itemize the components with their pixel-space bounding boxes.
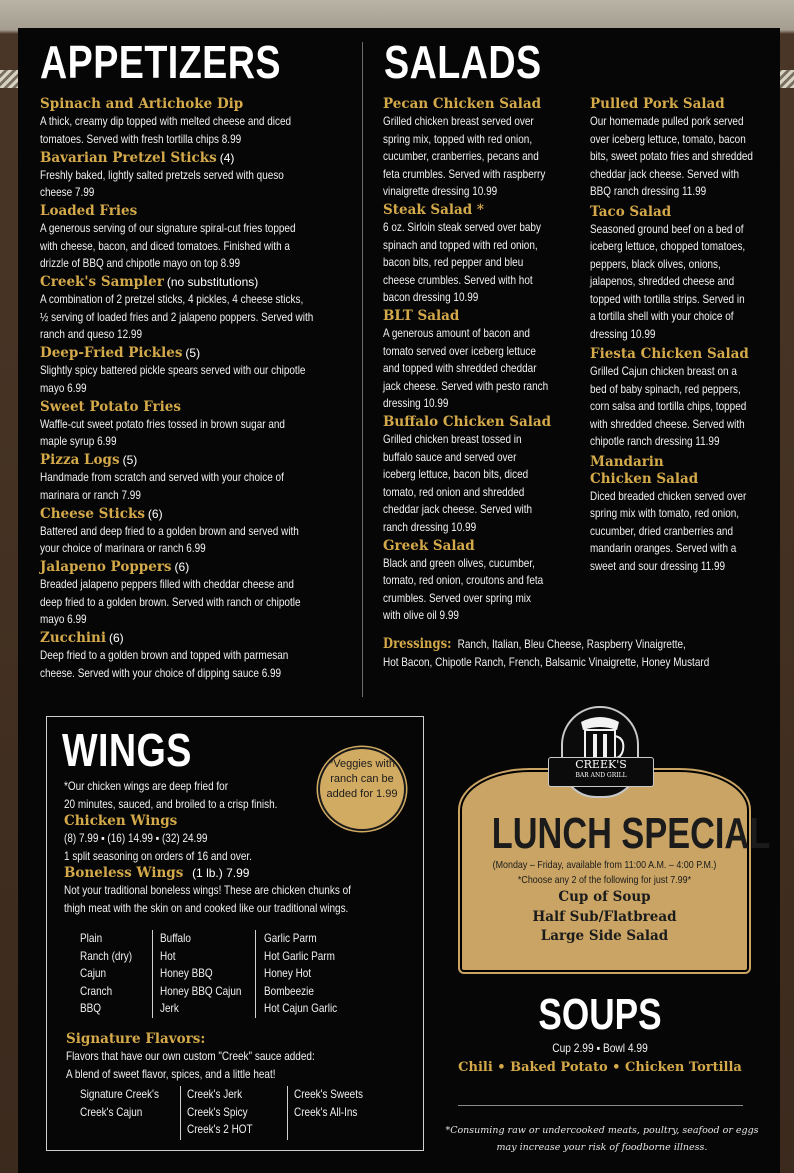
signature-line-2: A blend of sweet flavor, spices, and a little heat! xyxy=(66,1067,276,1081)
badge-line2: ranch can be xyxy=(330,773,394,785)
soups-list: Chili • Baked Potato • Chicken Tortilla xyxy=(458,1060,742,1075)
menu-item-description: cucumber, cranberries, pecans and xyxy=(383,150,539,163)
menu-item-description: feta crumbles. Served with raspberry xyxy=(383,167,546,181)
flavor-name: Cranch xyxy=(80,984,113,998)
menu-item-name xyxy=(40,345,350,362)
flavor-name: Creek's 2 HOT xyxy=(187,1123,253,1136)
flavor-name: Creek's All-Ins xyxy=(294,1105,358,1119)
lunch-option-2: Half Sub/Flatbread xyxy=(532,908,677,925)
menu-item-name xyxy=(383,538,573,555)
disclaimer-line-2: may increase your risk of foodborne illness. xyxy=(496,1142,708,1153)
flavor-name: Creek's Sweets xyxy=(294,1088,363,1101)
menu-item-description: tomato served over iceberg lettuce xyxy=(383,344,536,358)
menu-item-title: Greek Salad xyxy=(383,537,475,554)
wings-intro-1: *Our chicken wings are deep fried for xyxy=(64,780,229,793)
flavor-name: Honey Hot xyxy=(264,967,312,980)
menu-item-title: Pulled Pork Salad xyxy=(590,96,725,112)
lunch-hours: (Monday – Friday, available from 11:00 A.M. – 4:00 P.M.) xyxy=(492,859,717,871)
menu-item-description: cheese 7.99 xyxy=(40,186,95,199)
menu-item-description: with olive oil 9.99 xyxy=(383,609,459,622)
flavors-col-1 xyxy=(80,930,132,1018)
flavors-col-2 xyxy=(160,930,241,1018)
logo-banner xyxy=(548,757,654,787)
menu-item-description: iceberg lettuce, chopped tomatoes, xyxy=(590,240,746,253)
logo-line-1: CREEK'S xyxy=(575,758,627,771)
menu-item-description: over iceberg lettuce, tomato, bacon xyxy=(590,132,746,146)
dressings-label: Dressings: xyxy=(383,636,452,652)
signature-divider-1 xyxy=(180,1086,181,1140)
menu-item-description: mandarin oranges. Served with a xyxy=(590,542,737,555)
flavor-name: Buffalo xyxy=(160,932,191,945)
menu-item-name xyxy=(383,202,573,219)
menu-item-count: (no substitutions) xyxy=(166,275,259,289)
flavors-col-3 xyxy=(264,930,337,1018)
menu-item-count: (5) xyxy=(122,453,138,467)
menu-item xyxy=(383,538,573,625)
menu-item-description: Seasoned ground beef on a bed of xyxy=(590,222,744,236)
signature-label: Signature Flavors: xyxy=(66,1031,206,1047)
menu-item-description: BBQ ranch dressing 11.99 xyxy=(590,185,707,198)
menu-item xyxy=(383,202,573,307)
menu-item-description: marinara or ranch 7.99 xyxy=(40,488,141,502)
menu-item-description: Waffle-cut sweet potato fries tossed in brown sugar and xyxy=(40,417,285,431)
menu-item xyxy=(40,345,350,397)
disclaimer xyxy=(445,1122,759,1156)
menu-item-description: drizzle of BBQ and chipotle mayo on top 8.99 xyxy=(40,257,241,270)
wings-intro-2: 20 minutes, sauced, and broiled to a crisp finish. xyxy=(64,797,278,811)
flavor-name: Hot xyxy=(160,949,176,963)
dressings xyxy=(383,636,773,671)
menu-item xyxy=(383,308,573,413)
flavor-name: Honey BBQ xyxy=(160,967,213,980)
flavor-name: Plain xyxy=(80,932,103,945)
menu-item-description: ranch and queso 12.99 xyxy=(40,328,143,341)
menu-item-count: (6) xyxy=(109,631,124,645)
menu-item xyxy=(40,506,350,558)
menu-item-name xyxy=(40,506,350,523)
boneless-line-1: Not your traditional boneless wings! These are chicken chunks of xyxy=(64,884,351,897)
menu-item-description: Deep fried to a golden brown and topped with parmesan xyxy=(40,649,289,662)
menu-item-name xyxy=(590,346,770,363)
flavor-name: Jerk xyxy=(160,1002,179,1015)
menu-item-title: Jalapeno Poppers xyxy=(40,559,172,575)
badge-line1: *Veggies with xyxy=(328,758,396,770)
menu-item xyxy=(40,630,350,682)
menu-item-description: dressing 10.99 xyxy=(383,397,449,410)
flavor-name: Creek's Spicy xyxy=(187,1105,248,1119)
chicken-wings-label: Chicken Wings xyxy=(64,813,178,829)
flavor-name: Cajun xyxy=(80,967,107,980)
signature-col-1 xyxy=(80,1086,159,1121)
salads-left-column xyxy=(383,96,573,626)
menu-item-description: Battered and deep fried to a golden brown and served with xyxy=(40,524,299,538)
menu-item-description: cheese. Served with your choice of dipping sauce 6.99 xyxy=(40,666,282,680)
menu-item-description: jalapenos, shredded cheese and xyxy=(590,275,735,288)
menu-item-description: cucumber, dried cranberries and xyxy=(590,524,733,538)
menu-item-title-line-2: Chicken Salad xyxy=(590,470,699,487)
menu-item-description: vinaigrette dressing 10.99 xyxy=(383,185,498,198)
menu-item-name xyxy=(590,204,770,221)
menu-item-name xyxy=(40,150,350,167)
flavor-name: Signature Creek's xyxy=(80,1088,159,1101)
column-divider xyxy=(362,42,363,697)
menu-item-description: crumbles. Served over spring mix xyxy=(383,591,531,605)
menu-item-description: A generous serving of our signature spiral-cut fries topped xyxy=(40,222,296,235)
menu-item-description: ½ serving of loaded fries and 2 jalapeno poppers. Served with xyxy=(40,310,314,324)
menu-item-title: Steak Salad * xyxy=(383,202,484,218)
menu-item-description: bed of baby spinach, red peppers, xyxy=(590,382,741,396)
menu-item xyxy=(590,96,770,201)
boneless-wings-label: Boneless Wings xyxy=(64,865,184,881)
flavor-name: BBQ xyxy=(80,1002,102,1015)
signature-col-3 xyxy=(294,1086,363,1121)
flavor-name: Bombeezie xyxy=(264,984,314,998)
lunch-choose: *Choose any 2 of the following for just 7.99* xyxy=(517,874,692,886)
menu-item-description: ranch dressing 10.99 xyxy=(383,520,477,534)
flavor-name: Creek's Cajun xyxy=(80,1105,143,1119)
menu-item-description: iceberg lettuce, bacon bits, diced xyxy=(383,468,529,481)
appetizers-list xyxy=(40,96,350,684)
menu-item-count: (6) xyxy=(147,506,163,521)
menu-item-description: Diced breaded chicken served over xyxy=(590,489,747,503)
menu-item-description: jack cheese. Served with pesto ranch xyxy=(383,379,549,393)
menu-item-description: Slightly spicy battered pickle spears served with our chipotle xyxy=(40,364,306,377)
menu-item-name xyxy=(40,630,350,647)
signature-divider-2 xyxy=(287,1086,288,1140)
menu-item-description: Grilled Cajun chicken breast on a xyxy=(590,365,737,378)
menu-item-description: Breaded jalapeno peppers filled with cheddar cheese and xyxy=(40,578,294,591)
menu-item-title: Deep-Fried Pickles xyxy=(40,345,183,361)
menu-item-description: sweet and sour dressing 11.99 xyxy=(590,559,726,573)
menu-item-description: mayo 6.99 xyxy=(40,381,87,395)
menu-item-description: buffalo sauce and served over xyxy=(383,450,517,464)
menu-item-title: Sweet Potato Fries xyxy=(40,398,181,415)
lunch-option-1: Cup of Soup xyxy=(558,889,651,905)
salads-right-column xyxy=(590,96,770,578)
badge-line3: added for 1.99 xyxy=(326,788,398,800)
menu-item-name xyxy=(40,399,350,416)
menu-item xyxy=(590,346,770,451)
chicken-wings-prices: (8) 7.99 ▪ (16) 14.99 ▪ (32) 24.99 xyxy=(64,832,208,845)
menu-item-description: tomato, red onion, croutons and feta xyxy=(383,574,544,587)
menu-item-description: tomato, red onion and shredded xyxy=(383,485,525,499)
menu-item-title: Cheese Sticks xyxy=(40,505,145,522)
menu-item-description: Freshly baked, lightly salted pretzels served with queso xyxy=(40,168,284,182)
appetizers-heading: APPETIZERS xyxy=(40,36,281,88)
boneless-wings-size: (1 lb.) 7.99 xyxy=(192,866,250,880)
menu-item-description: spring mix, topped with red onion, xyxy=(383,132,533,146)
menu-item-title: Spinach and Artichoke Dip xyxy=(40,96,244,112)
disclaimer-rule xyxy=(458,1105,743,1106)
flavors-divider-2 xyxy=(255,930,256,1018)
menu-item xyxy=(590,454,770,576)
menu-item-description: A generous amount of bacon and xyxy=(383,327,530,340)
menu-item xyxy=(590,204,770,344)
menu-item-description: cheddar jack cheese. Served with xyxy=(590,167,740,181)
menu-item-count: (5) xyxy=(185,346,201,360)
soups-heading: SOUPS xyxy=(538,990,662,1039)
wings-details xyxy=(64,778,398,917)
menu-item-description: Our homemade pulled pork served xyxy=(590,115,744,128)
menu-item-description: with cheese, bacon, and diced tomatoes. Finished with a xyxy=(40,239,290,253)
menu-item xyxy=(383,414,573,536)
flavor-name: Hot Cajun Garlic xyxy=(264,1002,338,1015)
menu-item-title: Loaded Fries xyxy=(40,203,138,219)
boneless-wings-row xyxy=(64,865,398,882)
disclaimer-line-1: *Consuming raw or undercooked meats, poultry, seafood or eggs xyxy=(445,1125,759,1136)
menu-item-description: corn salsa and tortilla chips, topped xyxy=(590,400,747,413)
menu-item-name xyxy=(590,454,770,471)
menu-item-description: bits, sweet potato fries and shredded xyxy=(590,150,753,163)
menu-item-description: dressing 10.99 xyxy=(590,327,656,341)
menu-item-name xyxy=(40,96,350,113)
soups-section xyxy=(450,990,750,1078)
boneless-line-2: thigh meat with the skin on and cooked like our traditional wings. xyxy=(64,901,349,915)
signature-line-1: Flavors that have our own custom "Creek" sauce added: xyxy=(66,1050,315,1063)
menu-item-description: chipotle ranch dressing 11.99 xyxy=(590,435,720,448)
menu-item-title: Bavarian Pretzel Sticks xyxy=(40,149,217,166)
chicken-wings-note: 1 split seasoning on orders of 16 and over. xyxy=(64,849,252,863)
menu-item-name xyxy=(40,274,350,291)
menu-item-description: and topped with shredded cheddar xyxy=(383,362,537,375)
menu-item-description: A combination of 2 pretzel sticks, 4 pickles, 4 cheese sticks, xyxy=(40,293,304,306)
menu-item-title: Taco Salad xyxy=(590,203,672,220)
menu-item xyxy=(40,559,350,629)
menu-item-name xyxy=(383,308,573,325)
menu-item-description: Black and green olives, cucumber, xyxy=(383,556,535,570)
signature-col-2 xyxy=(187,1086,253,1139)
menu-item-title: BLT Salad xyxy=(383,308,460,324)
flavor-name: Creek's Jerk xyxy=(187,1088,243,1101)
menu-item-name xyxy=(383,414,573,431)
menu-item xyxy=(40,203,350,273)
menu-item-description: Grilled chicken breast tossed in xyxy=(383,433,522,446)
menu-item-name xyxy=(40,559,350,576)
lunch-special-text xyxy=(460,809,771,947)
menu-item-count: (6) xyxy=(174,560,190,574)
menu-item-description: a tortilla shell with your choice of xyxy=(590,310,734,323)
menu-item-title: Mandarin xyxy=(590,453,664,470)
menu-item-description: bacon bits, red pepper and bleu xyxy=(383,256,524,269)
signature-flavors xyxy=(66,1031,355,1083)
menu-item xyxy=(40,399,350,451)
menu-item-title: Pizza Logs xyxy=(40,452,120,468)
wings-heading: WINGS xyxy=(62,724,192,776)
menu-item-title: Zucchini xyxy=(40,630,106,646)
flavors-divider-1 xyxy=(152,930,153,1018)
lunch-title: LUNCH SPECIAL xyxy=(491,809,771,858)
menu-item-description: cheddar jack cheese. Served with xyxy=(383,503,533,516)
logo-line-2: BAR AND GRILL xyxy=(575,772,627,779)
menu-item-description: your choice of marinara or ranch 6.99 xyxy=(40,542,206,555)
menu-item-description: Handmade from scratch and served with your choice of xyxy=(40,471,284,484)
flavor-name: Ranch (dry) xyxy=(80,949,133,963)
flavor-name: Garlic Parm xyxy=(264,932,317,945)
menu-item-description: with shredded cheese. Served with xyxy=(590,417,745,431)
menu-item-description: deep fried to a golden brown. Served with ranch or chipotle xyxy=(40,595,301,609)
soups-prices: Cup 2.99 ▪ Bowl 4.99 xyxy=(552,1042,648,1055)
menu-item-description: maple syrup 6.99 xyxy=(40,435,117,448)
flavor-name: Honey BBQ Cajun xyxy=(160,984,242,998)
menu-item xyxy=(40,150,350,202)
menu-item-description: topped with tortilla strips. Served in xyxy=(590,292,745,306)
menu-item-description: spring mix with tomato, red onion, xyxy=(590,507,740,520)
menu-item xyxy=(383,96,573,201)
menu-item-description: A thick, creamy dip topped with melted cheese and diced xyxy=(40,115,292,128)
menu-item-name xyxy=(40,203,350,220)
menu-item-count: (4) xyxy=(219,150,235,165)
menu-item-title: Creek's Sampler xyxy=(40,274,164,290)
rope-left xyxy=(0,70,20,88)
menu-item-description: peppers, black olives, onions, xyxy=(590,257,721,271)
menu-item xyxy=(40,452,350,504)
menu-item-description: Grilled chicken breast served over xyxy=(383,115,534,128)
menu-item-title: Buffalo Chicken Salad xyxy=(383,414,552,430)
menu-item-description: 6 oz. Sirloin steak served over baby xyxy=(383,221,541,234)
menu-item xyxy=(40,274,350,344)
dressings-line1: Ranch, Italian, Bleu Cheese, Raspberry Vinaigrette, xyxy=(457,638,686,651)
menu-item-description: bacon dressing 10.99 xyxy=(383,291,479,304)
menu-item-name xyxy=(590,96,770,113)
salads-heading: SALADS xyxy=(384,36,542,88)
menu-item-name xyxy=(383,96,573,113)
menu-item-title: Pecan Chicken Salad xyxy=(383,96,542,112)
dressings-line2: Hot Bacon, Chipotle Ranch, French, Balsamic Vinaigrette, Honey Mustard xyxy=(383,655,710,669)
lunch-option-3: Large Side Salad xyxy=(540,928,669,944)
menu-item-name xyxy=(40,452,350,469)
menu-item-description: spinach and topped with red onion, xyxy=(383,238,538,252)
menu-item xyxy=(40,96,350,148)
menu-item-description: tomatoes. Served with fresh tortilla chips 8.99 xyxy=(40,132,242,146)
menu-item-title: Fiesta Chicken Salad xyxy=(590,346,749,362)
flavor-name: Hot Garlic Parm xyxy=(264,949,335,963)
menu-item-description: cheese crumbles. Served with hot xyxy=(383,273,533,287)
menu-item-description: mayo 6.99 xyxy=(40,613,87,626)
